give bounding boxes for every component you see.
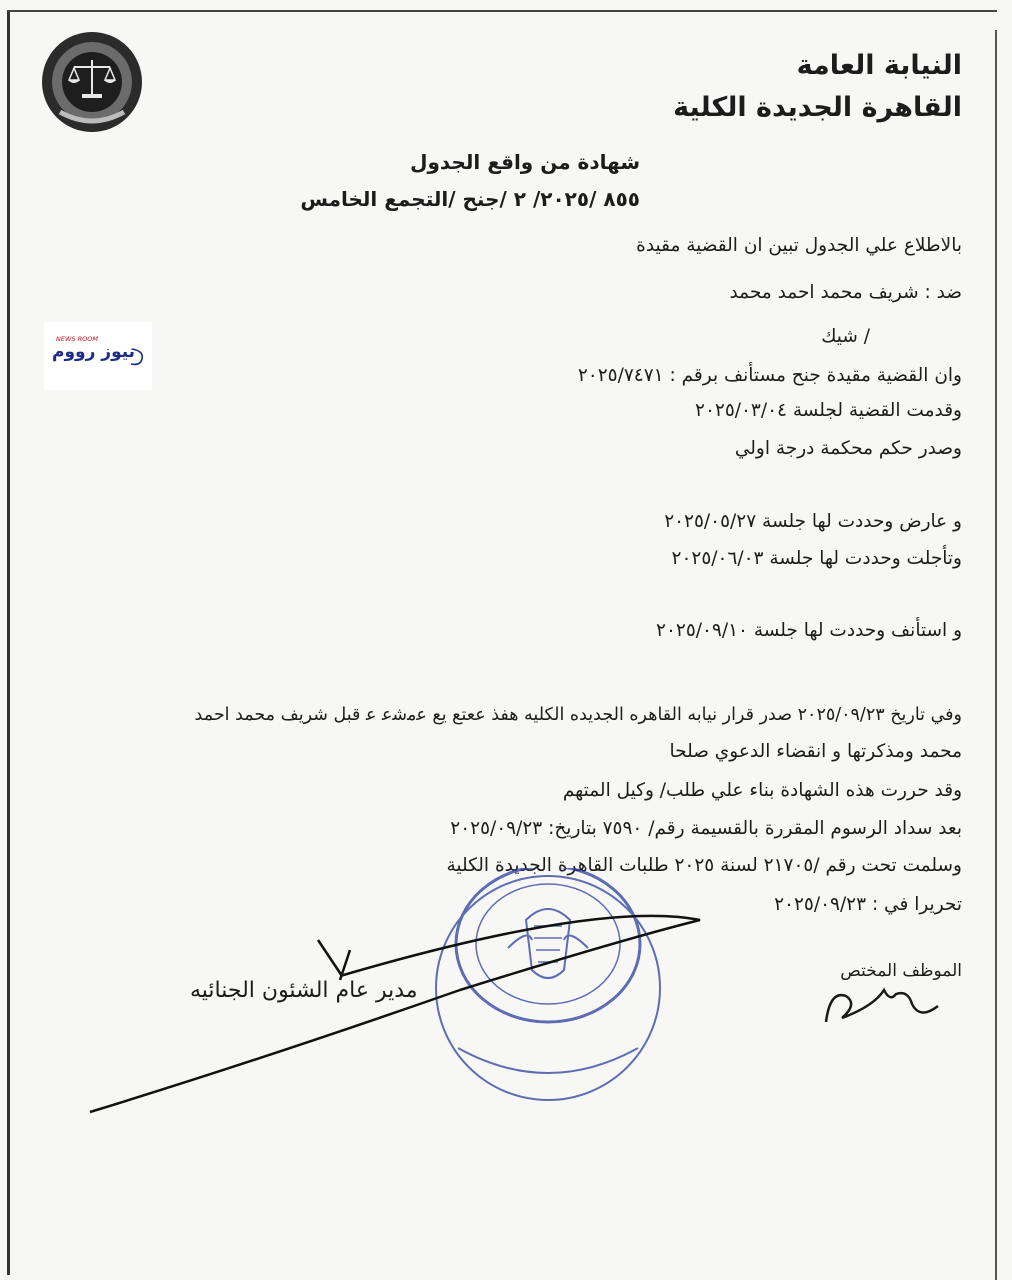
- watermark-top-text: NEWS ROOM: [56, 335, 98, 343]
- body-line-1: بالاطلاع علي الجدول تبين ان القضية مقيدة: [636, 235, 962, 256]
- employee-signature-scribble: [826, 990, 938, 1022]
- body-line-14: وسلمت تحت رقم /٢١٧٠٥ لسنة ٢٠٢٥ طلبات القاهرة الجديدة الكلية: [446, 855, 962, 876]
- document-title: شهادة من واقع الجدول: [410, 150, 640, 174]
- body-line-5: وقدمت القضية لجلسة ٢٠٢٥/٠٣/٠٤: [695, 400, 962, 421]
- body-line-10: وفي تاريخ ٢٠٢٥/٠٩/٢٣ صدر قرار نيابه القاهره الجديده الكليه ﻫﻔﺬ ﻋﻌﺘﻊ ﻳﻊ ﻋﻣﺷﻋ ﻋ قبل شريف محمد احمد: [194, 705, 962, 725]
- prosecution-emblem-logo: [40, 30, 144, 134]
- watermark-main-text: نيوز رووم: [52, 342, 136, 362]
- body-line-15: تحريرا في : ٢٠٢٥/٠٩/٢٣: [774, 894, 962, 915]
- body-line-7: و عارض وحددت لها جلسة ٢٠٢٥/٠٥/٢٧: [664, 511, 962, 532]
- body-line-6: وصدر حكم محكمة درجة اولي: [734, 438, 962, 459]
- page-border-right: [995, 30, 997, 1280]
- body-line-12: وقد حررت هذه الشهادة بناء علي طلب/ وكيل المتهم: [562, 780, 962, 801]
- body-line-4: وان القضية مقيدة جنح مستأنف برقم : ٢٠٢٥/٧٤٧١: [577, 365, 962, 386]
- body-line-3: / شيك: [821, 326, 870, 347]
- body-line-2: ضد : شريف محمد احمد محمد: [729, 282, 962, 303]
- official-seal-stamp: [428, 868, 668, 1108]
- employee-signature-label: الموظف المختص: [840, 961, 962, 981]
- case-reference: ٨٥٥ /٢٠٢٥/ ٢ /جنح /التجمع الخامس: [300, 187, 640, 211]
- director-check-mark: [318, 940, 350, 980]
- body-line-9: و استأنف وحددت لها جلسة ٢٠٢٥/٠٩/١٠: [656, 620, 962, 641]
- body-line-13: بعد سداد الرسوم المقررة بالقسيمة رقم/ ٧٥٩٠ بتاريخ: ٢٠٢٥/٠٩/٢٣: [450, 818, 962, 839]
- page-border-left: [7, 10, 10, 1275]
- director-signature-label: مدير عام الشئون الجنائيه: [190, 978, 418, 1003]
- newsroom-watermark: [44, 322, 152, 390]
- watermark-swoosh-icon: [128, 346, 146, 368]
- page-border-top: [7, 10, 997, 12]
- org-name-line1: النيابة العامة: [796, 50, 962, 81]
- org-name-line2: القاهرة الجديدة الكلية: [673, 92, 962, 123]
- body-line-8: وتأجلت وحددت لها جلسة ٢٠٢٥/٠٦/٠٣: [671, 548, 962, 569]
- body-line-11: محمد ومذكرتها و انقضاء الدعوي صلحا: [669, 741, 962, 762]
